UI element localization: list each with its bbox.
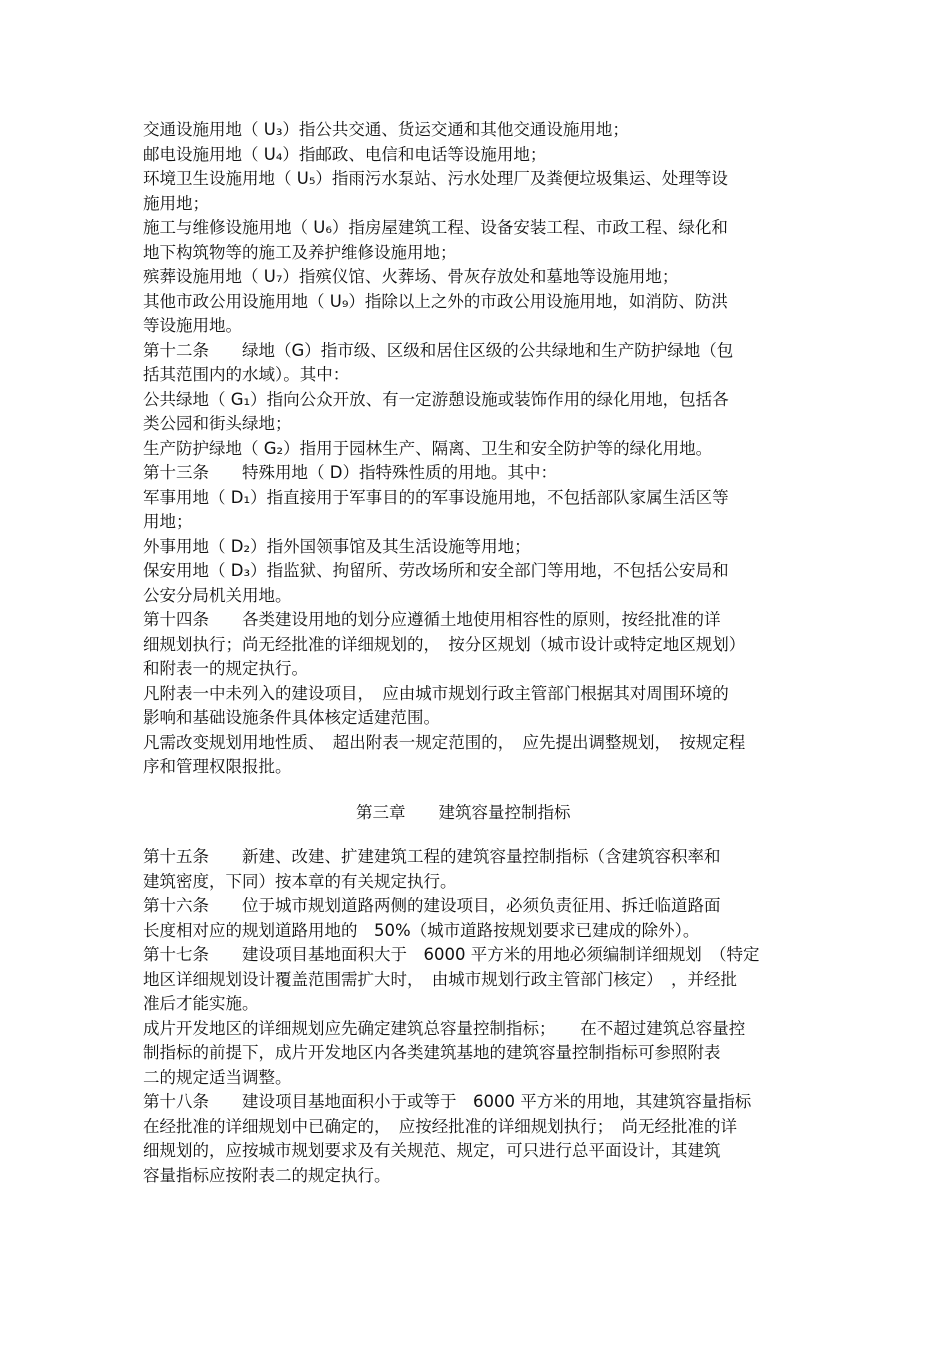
text-line: 施用地；	[143, 193, 209, 213]
text-line: 细规划执行；尚无经批准的详细规划的， 按分区规划（城市设计或特定地区规划）	[143, 634, 746, 654]
text-line: 第十七条 建设项目基地面积大于 6000 平方米的用地必须编制详细规划 （特定	[143, 945, 760, 964]
text-line: 环境卫生设施用地（ U₅）指雨污水泵站、污水处理厂及粪便垃圾集运、处理等设	[143, 169, 728, 188]
text-line: 施工与维修设施用地（ U₆）指房屋建筑工程、设备安装工程、市政工程、绿化和	[143, 218, 728, 237]
text-line: 长度相对应的规划道路用地的 50%（城市道路按规划要求已建成的除外）。	[143, 920, 700, 940]
text-line: 生产防护绿地（ G₂）指用于园林生产、隔离、卫生和安全防护等的绿化用地。	[143, 438, 713, 458]
text-line: 序和管理权限报批。	[143, 757, 292, 776]
text-line: 第十三条 特殊用地（ D）指特殊性质的用地。其中：	[143, 463, 557, 482]
text-line: 制指标的前提下，成片开发地区内各类建筑基地的建筑容量控制指标可参照附表	[143, 1043, 721, 1062]
text-line: 用地；	[143, 512, 193, 531]
text-line: 成片开发地区的详细规划应先确定建筑总容量控制指标； 在不超过建筑总容量控	[143, 1018, 746, 1038]
text-line: 准后才能实施。	[143, 994, 259, 1013]
text-line: 等设施用地。	[143, 316, 242, 335]
text-line: 保安用地（ D₃）指监狱、拘留所、劳改场所和安全部门等用地，不包括公安局和	[143, 561, 729, 580]
text-line: 第十五条 新建、改建、扩建建筑工程的建筑容量控制指标（含建筑容积率和	[143, 847, 721, 866]
text-line: 建筑密度，下同）按本章的有关规定执行。	[143, 871, 457, 891]
text-line: 外事用地（ D₂）指外国领事馆及其生活设施等用地；	[143, 536, 531, 556]
text-line: 影响和基础设施条件具体核定适建范围。	[143, 708, 440, 727]
text-line: 二的规定适当调整。	[143, 1067, 292, 1087]
text-line: 第十六条 位于城市规划道路两侧的建设项目，必须负责征用、拆迁临道路面	[143, 896, 721, 915]
text-line: 类公园和街头绿地；	[143, 414, 292, 433]
text-line: 邮电设施用地（ U₄）指邮政、电信和电话等设施用地；	[143, 144, 547, 164]
text-line: 第十二条 绿地（G）指市级、区级和居住区级的公共绿地和生产防护绿地（包	[143, 340, 734, 360]
text-line: 第十八条 建设项目基地面积小于或等于 6000 平方米的用地，其建筑容量指标	[143, 1092, 752, 1111]
text-line: 公共绿地（ G₁）指向公众开放、有一定游憩设施或装饰作用的绿化用地，包括各	[143, 389, 729, 409]
document-body	[143, 118, 813, 1188]
text-line: 容量指标应按附表二的规定执行。	[143, 1165, 391, 1185]
text-line: 凡附表一中未列入的建设项目， 应由城市规划行政主管部门根据其对周围环境的	[143, 683, 729, 703]
text-line: 交通设施用地（ U₃）指公共交通、货运交通和其他交通设施用地；	[143, 120, 629, 139]
text-line: 和附表一的规定执行。	[143, 659, 308, 678]
text-line: 其他市政公用设施用地（ U₉）指除以上之外的市政公用设施用地，如消防、防洪	[143, 291, 728, 311]
text-line: 第十四条 各类建设用地的划分应遵循土地使用相容性的原则，按经批准的详	[143, 610, 721, 629]
text-line: 殡葬设施用地（ U₇）指殡仪馆、火葬场、骨灰存放处和墓地等设施用地；	[143, 267, 679, 286]
text-line: 凡需改变规划用地性质、 超出附表一规定范围的， 应先提出调整规划， 按规定程	[143, 732, 746, 752]
text-line: 括其范围内的水域）。其中：	[143, 365, 350, 384]
chapter-heading: 第三章 建筑容量控制指标	[356, 802, 571, 822]
text-line: 地区详细规划设计覆盖范围需扩大时， 由城市规划行政主管部门核定） ，并经批	[143, 969, 737, 989]
text-line: 军事用地（ D₁）指直接用于军事目的的军事设施用地，不包括部队家属生活区等	[143, 487, 729, 507]
text-line: 细规划的，应按城市规划要求及有关规范、规定，可只进行总平面设计，其建筑	[143, 1141, 721, 1160]
text-line: 在经批准的详细规划中已确定的， 应按经批准的详细规划执行； 尚无经批准的详	[143, 1116, 737, 1136]
text-line: 公安分局机关用地。	[143, 585, 292, 605]
text-line: 地下构筑物等的施工及养护维修设施用地；	[143, 242, 457, 262]
